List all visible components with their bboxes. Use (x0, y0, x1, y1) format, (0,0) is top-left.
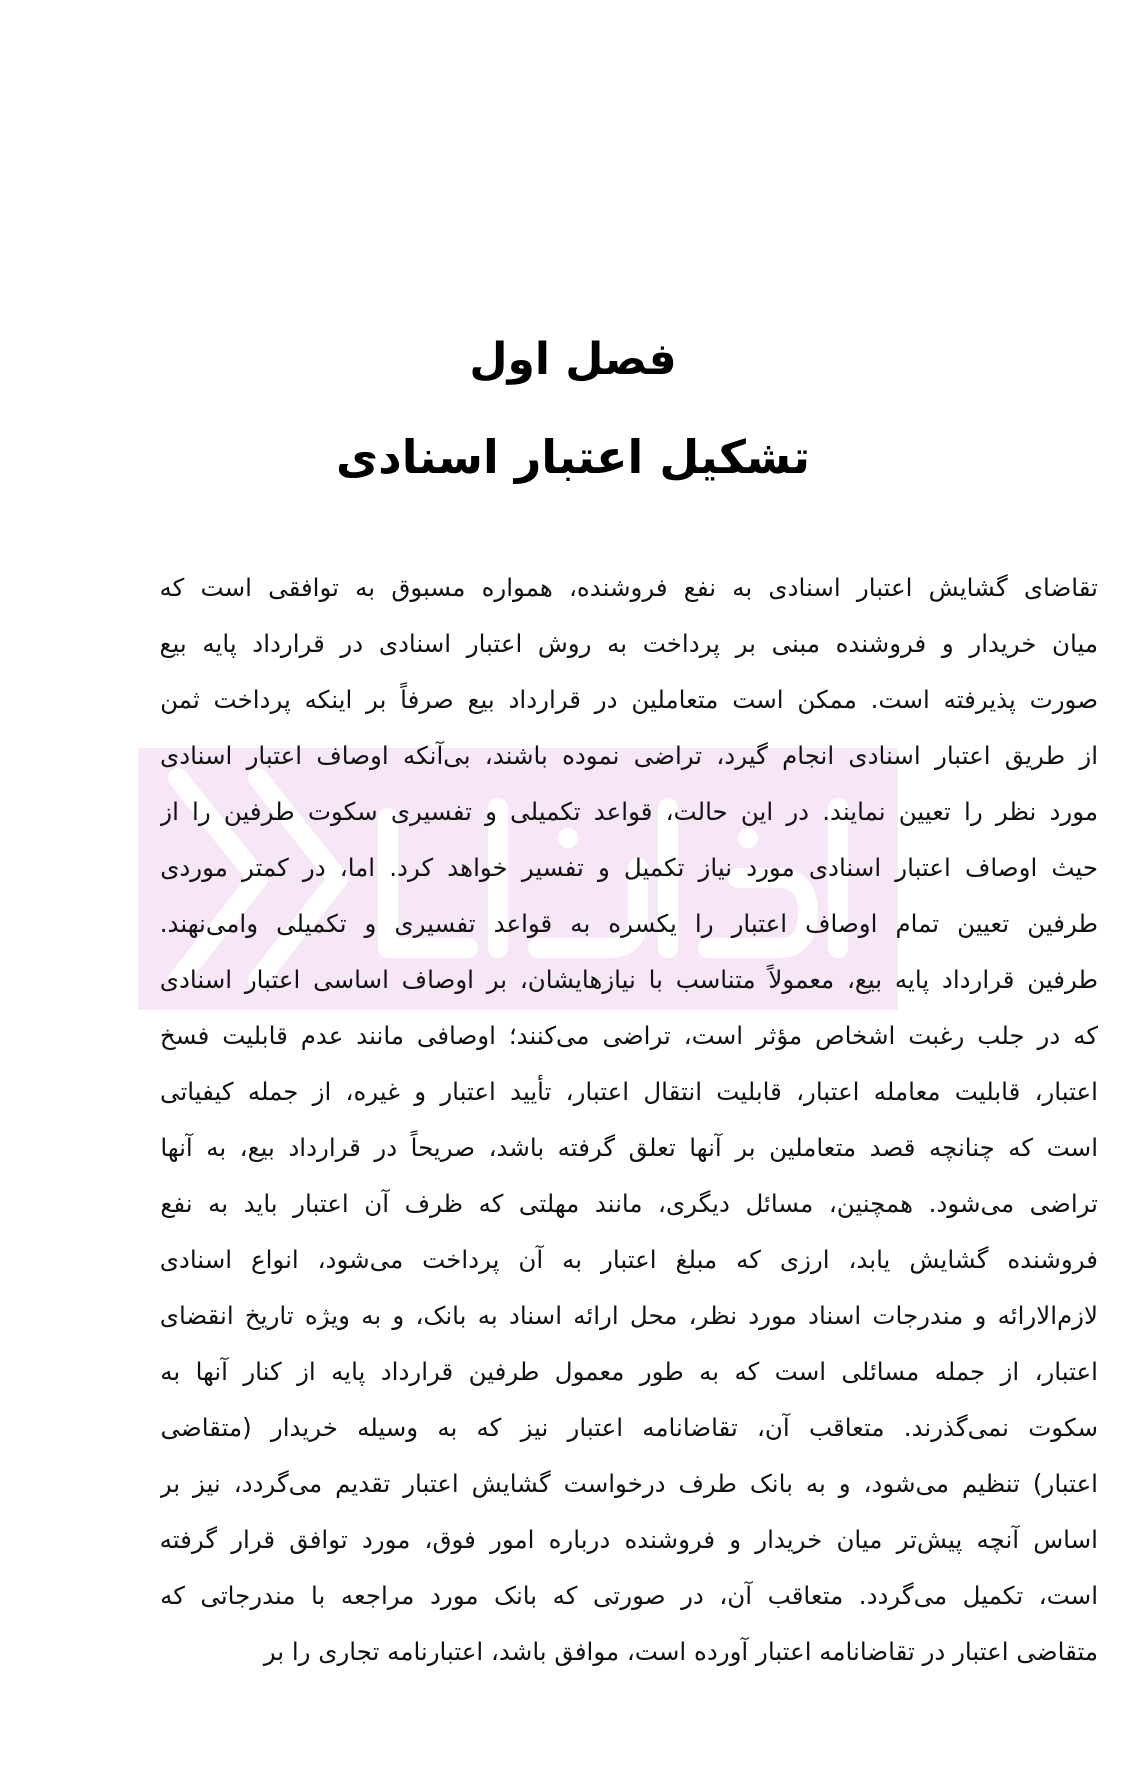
text-line: است که چنانچه قصد متعاملین بر آنها تعلق گرفته باشد، صریحاً در قرارداد بیع، به آنها (160, 1133, 1098, 1162)
chapter-title: تشکیل اعتبار اسنادی (335, 430, 810, 484)
text-line: تراضی می‌شود. همچنین، مسائل دیگری، مانند مهلتی که ظرف آن اعتبار باید به نفع (160, 1189, 1098, 1218)
text-line: صورت پذیرفته است. ممکن است متعاملین در قرارداد بیع صرفاً بر اینکه پرداخت ثمن (160, 685, 1098, 714)
chapter-number: فصل اول (469, 334, 677, 385)
text-line: تقاضای گشایش اعتبار اسنادی به نفع فروشنده، همواره مسبوق به توافقی است که (160, 573, 1098, 602)
text-line: میان خریدار و فروشنده مبنی بر پرداخت به روش اعتبار اسنادی در قرارداد پایه بیع (160, 629, 1098, 658)
text-line: فروشنده گشایش یابد، ارزی که مبلغ اعتبار به آن پرداخت می‌شود، انواع اسنادی (160, 1245, 1098, 1274)
text-line: لازم‌الارائه و مندرجات اسناد مورد نظر، محل ارائه اسناد به بانک، و به ویژه تاریخ انقضای (160, 1301, 1098, 1330)
text-line: مورد نظر را تعیین نمایند. در این حالت، قواعد تکمیلی و تفسیری سکوت طرفین را از (160, 797, 1098, 826)
text-line: اساس آنچه پیش‌تر میان خریدار و فروشنده درباره امور فوق، مورد توافق قرار گرفته (160, 1525, 1098, 1554)
text-line: اعتبار، قابلیت معامله اعتبار، قابلیت انتقال اعتبار، تأیید اعتبار و غیره، از جمله کیفیاتی (160, 1077, 1098, 1106)
text-line: حیث اوصاف اعتبار اسنادی مورد نیاز تکمیل و تفسیر خواهد کرد. اما، در کمتر موردی (160, 853, 1098, 882)
text-line: سکوت نمی‌گذرند. متعاقب آن، تقاضانامه اعتبار نیز که به وسیله خریدار (متقاضی (160, 1413, 1098, 1442)
text-line: اعتبار، از جمله مسائلی است که به طور معمول طرفین قرارداد پایه از کنار آنها به (160, 1357, 1098, 1386)
text-line: متقاضی اعتبار در تقاضانامه اعتبار آورده است، موافق باشد، اعتبارنامه تجاری را بر (263, 1637, 1098, 1666)
text-line: طرفین تعیین تمام اوصاف اعتبار را یکسره به قواعد تفسیری و تکمیلی وامی‌نهند. (160, 909, 1098, 938)
text-line: که در جلب رغبت اشخاص مؤثر است، تراضی می‌کنند؛ اوصافی مانند عدم قابلیت فسخ (160, 1021, 1098, 1050)
text-line: است، تکمیل می‌گردد. متعاقب آن، در صورتی که بانک مورد مراجعه با مندرجاتی که (160, 1581, 1098, 1610)
body-paragraph (160, 560, 1098, 1680)
text-line: از طریق اعتبار اسنادی انجام گیرد، تراضی نموده باشند، بی‌آنکه اوصاف اعتبار اسنادی (160, 741, 1098, 770)
text-line: طرفین قرارداد پایه بیع، معمولاً متناسب با نیازهایشان، بر اوصاف اساسی اعتبار اسنادی (160, 965, 1098, 994)
text-line: اعتبار) تنظیم می‌شود، و به بانک طرف درخواست گشایش اعتبار تقدیم می‌گردد، نیز بر (160, 1469, 1098, 1498)
